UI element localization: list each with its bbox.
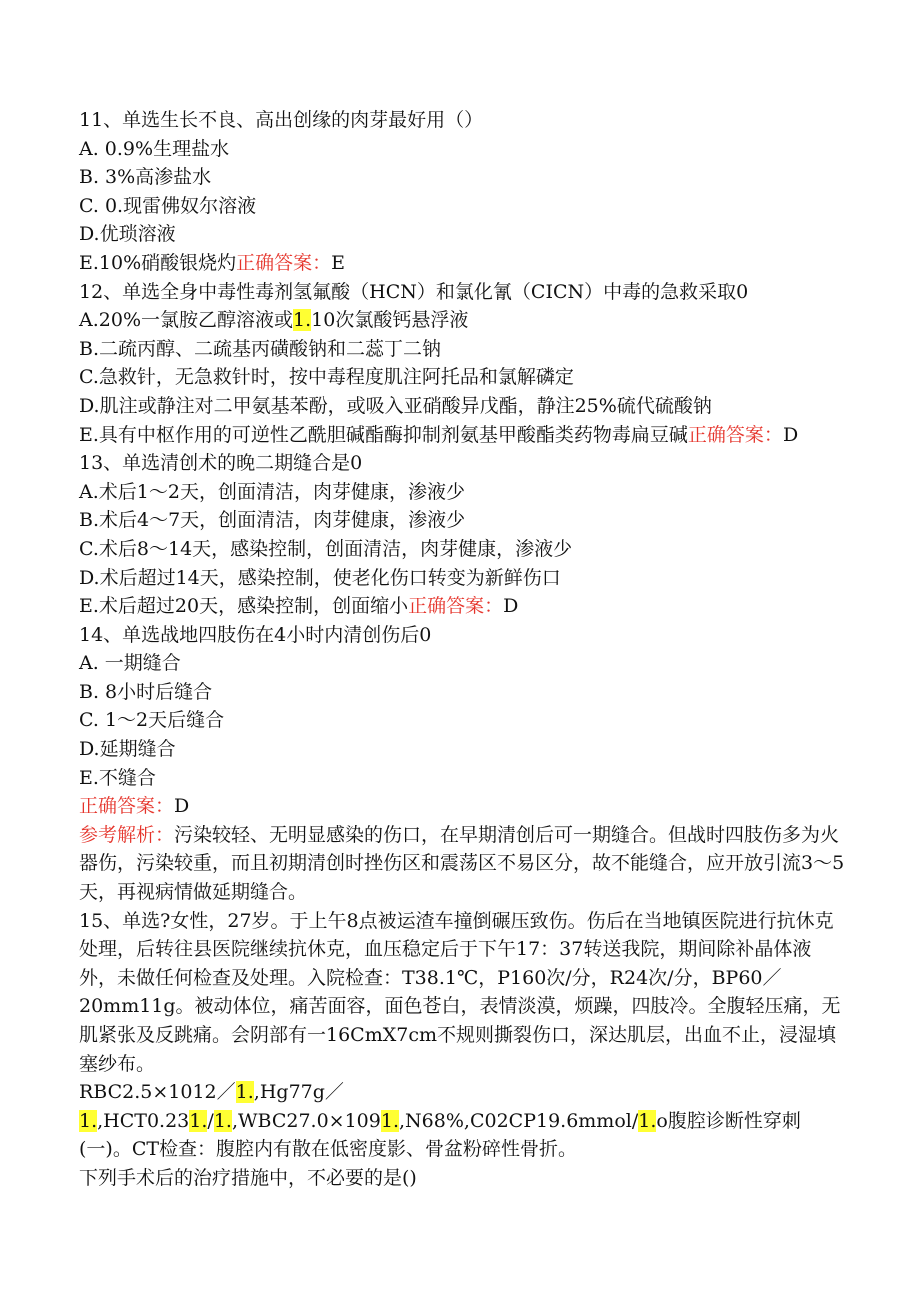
- option-text: E.10%硝酸银烧灼: [79, 251, 237, 274]
- option-text: A.20%一氯胺乙醇溶液或: [79, 309, 293, 332]
- option-c: C.术后8～14天，感染控制，创面清洁，肉芽健康，渗液少: [79, 537, 573, 560]
- lab-text: ,HCT0.23: [97, 1109, 190, 1132]
- option-d: D.肌注或静注对二甲氨基苯酚，或吸入亚硝酸异戊酯，静注25%硫代硫酸钠: [79, 394, 712, 417]
- answer-line: [79, 792, 849, 821]
- option-text: E.具有中枢作用的可逆性乙酰胆碱酯酶抑制剂氨基甲酸酯类药物毒扁豆碱: [79, 423, 688, 446]
- question-15-stem: 15、单选?女性，27岁。于上午8点被运渣车撞倒碾压致伤。伤后在当地镇医院进行抗休克处理，后转往县医院继续抗休克，血压稳定后于下午17：37转送我院，期间除补晶体液外，未做任何检查及处理。入院检查：T38.1℃，P160次/分，R24次/分，BP60／20mm11g。被动体位，痛苦面容，面色苍白，表情淡漠，烦躁，四肢冷。全腹轻压痛，无肌紧张及反跳痛。会阴部有一16CmX7cm不规则撕裂伤口，深达肌层，出血不止，浸湿填塞纱布。: [79, 909, 841, 1075]
- option-d: D.术后超过14天，感染控制，使老化伤口转变为新鲜伤口: [79, 566, 561, 589]
- lab-text: /: [207, 1109, 214, 1132]
- highlight: 1.: [235, 1081, 254, 1104]
- option-a: A. 一期缝合: [79, 652, 181, 675]
- option-e: [79, 592, 849, 621]
- highlight: 1: [638, 1109, 651, 1132]
- option-b: B. 3%高渗盐水: [79, 166, 212, 189]
- option-d: D.优琐溶液: [79, 223, 176, 246]
- question-15-prompt: 下列手术后的治疗措施中，不必要的是(): [79, 1166, 417, 1189]
- answer-label: 正确答案：: [236, 251, 332, 274]
- answer-value: D: [782, 423, 799, 446]
- analysis-text: 污染较轻、无明显感染的伤口，在早期清创后可一期缝合。但战时四肢伤多为火器伤，污染较重，而且初期清创时挫伤区和震荡区不易区分，故不能缝合，应开放引流3～5天，再视病情做延期缝合。: [79, 823, 845, 904]
- question-12-stem: 12、单选全身中毒性毒剂氢氟酸（HCN）和氯化氰（CICN）中毒的急救采取0: [79, 280, 749, 303]
- lab-text: RBC2.5×1012／: [79, 1081, 236, 1104]
- option-d: D.延期缝合: [79, 738, 176, 761]
- highlight: 1.: [189, 1109, 208, 1132]
- highlight: 1.: [293, 309, 312, 332]
- option-c: C.急救针，无急救针时，按中毒程度肌注阿托品和氯解磷定: [79, 366, 574, 389]
- highlight: 1.: [213, 1109, 232, 1132]
- option-b: B. 8小时后缝合: [79, 680, 213, 703]
- answer-value: D: [174, 795, 190, 818]
- highlight: 1.: [79, 1109, 98, 1132]
- answer-label: 正确答案：: [79, 795, 175, 818]
- option-a: [79, 306, 849, 335]
- lab-text: ,WBC27.0×109: [231, 1109, 381, 1132]
- option-e: E.不缝合: [79, 766, 156, 789]
- lab-text: ,N68%,C02CP19.6mmol/: [399, 1109, 639, 1132]
- lab-text: o腹腔诊断性穿刺(一)。CT检查：腹腔内有散在低密度影、骨盆粉碎性骨折。: [79, 1109, 801, 1161]
- option-c: C. 0.现雷佛奴尔溶液: [79, 194, 257, 217]
- option-c: C. 1～2天后缝合: [79, 709, 225, 732]
- lab-text: ,Hg77g／: [253, 1081, 344, 1104]
- document-body: [79, 106, 849, 1193]
- option-b: B.术后4～7天，创面清洁，肉芽健康，渗液少: [79, 509, 466, 532]
- analysis: [79, 821, 849, 907]
- highlight: 1.: [380, 1109, 400, 1132]
- highlight: .: [650, 1109, 657, 1132]
- lab-results: [79, 1078, 849, 1164]
- option-b: B.二疏丙醇、二疏基丙磺酸钠和二蕊丁二钠: [79, 337, 442, 360]
- answer-label: 正确答案：: [687, 423, 783, 446]
- analysis-label: 参考解析：: [79, 823, 175, 846]
- option-a: A. 0.9%生理盐水: [79, 137, 230, 160]
- answer-label: 正确答案：: [408, 595, 504, 618]
- option-a: A.术后1～2天，创面清洁，肉芽健康，渗液少: [79, 480, 465, 503]
- option-e: [79, 421, 849, 450]
- question-13-stem: 13、单选清创术的晚二期缝合是0: [79, 452, 363, 475]
- question-11-stem: 11、单选生长不良、高出创缘的肉芽最好用（）: [79, 109, 484, 131]
- answer-value: D: [503, 595, 519, 618]
- option-text: 10次氯酸钙悬浮液: [311, 309, 469, 332]
- question-14-stem: 14、单选战地四肢伤在4小时内清创伤后0: [79, 623, 432, 646]
- answer-value: E: [331, 251, 346, 274]
- option-e: [79, 249, 849, 278]
- option-text: E.术后超过20天，感染控制，创面缩小: [79, 595, 409, 618]
